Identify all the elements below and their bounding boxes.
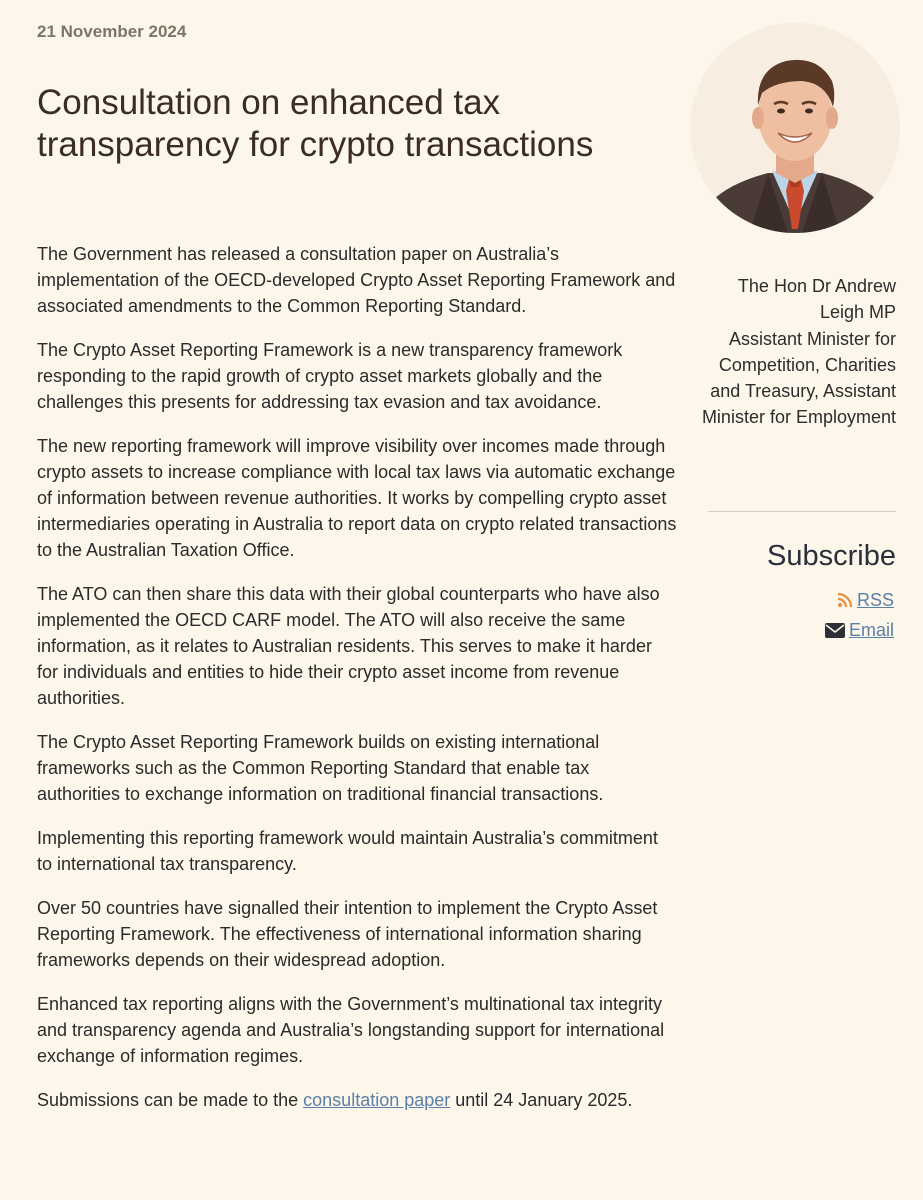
email-link[interactable] — [825, 618, 894, 642]
article-paragraph: The Government has released a consultation paper on Australia’s implementation of the OECD-developed Crypto Asset Reporting Framework and associated amendments to the Common Reporting Standard. — [37, 244, 676, 316]
subscribe-heading: Subscribe — [767, 540, 896, 572]
article-paragraph: The Crypto Asset Reporting Framework builds on existing international frameworks such as the Common Reporting Standard that enable tax authorities to exchange information on traditional financial transactions. — [37, 732, 604, 804]
article-paragraph: The new reporting framework will improve visibility over incomes made through crypto assets to increase compliance with local tax laws via automatic exchange of information between revenue authorities. It works by compelling crypto asset intermediaries operating in Australia to report data on crypto related transactions to the Australian Taxation Office. — [37, 436, 677, 560]
sidebar-divider — [708, 511, 896, 512]
article-paragraph: The ATO can then share this data with their global counterparts who have also implemented the OECD CARF model. The ATO will also receive the same information, as it relates to Australian residents. This serves to make it harder for individuals and entities to hide their crypto asset income from revenue authorities. — [37, 584, 660, 708]
rss-icon — [837, 592, 853, 608]
article-paragraph: Enhanced tax reporting aligns with the Government’s multinational tax integrity and transparency agenda and Australia’s longstanding support for international exchange of information regimes. — [37, 994, 665, 1066]
minister-role: Assistant Minister for Competition, Charities and Treasury, Assistant Minister for Employment — [701, 328, 896, 428]
article-title: Consultation on enhanced tax transparency for crypto transactions — [37, 83, 594, 164]
minister-name: The Hon Dr Andrew Leigh MP — [737, 276, 896, 323]
rss-label: RSS — [856, 590, 894, 610]
submissions-text-before: Submissions can be made to the — [37, 1090, 304, 1110]
minister-info — [690, 273, 896, 431]
rss-link[interactable] — [837, 588, 894, 612]
consultation-paper-link[interactable]: consultation paper — [303, 1090, 451, 1110]
article-paragraph-submissions — [37, 1087, 677, 1113]
submissions-text-after: until 24 January 2025. — [450, 1090, 633, 1110]
article-paragraph: Implementing this reporting framework would maintain Australia’s commitment to international tax transparency. — [37, 828, 658, 874]
article-body — [37, 241, 677, 1131]
minister-portrait — [690, 23, 900, 233]
email-label: Email — [848, 620, 894, 640]
article-paragraph: The Crypto Asset Reporting Framework is a new transparency framework responding to the rapid growth of crypto asset markets globally and the challenges this presents for addressing tax evasion and tax avoidance. — [37, 340, 623, 412]
article-paragraph: Over 50 countries have signalled their intention to implement the Crypto Asset Reporting Framework. The effectiveness of international information sharing frameworks depends on their widespread adoption. — [37, 898, 658, 970]
minister-portrait-image — [690, 23, 900, 233]
article-date: 21 November 2024 — [37, 22, 187, 41]
envelope-icon — [825, 623, 845, 638]
